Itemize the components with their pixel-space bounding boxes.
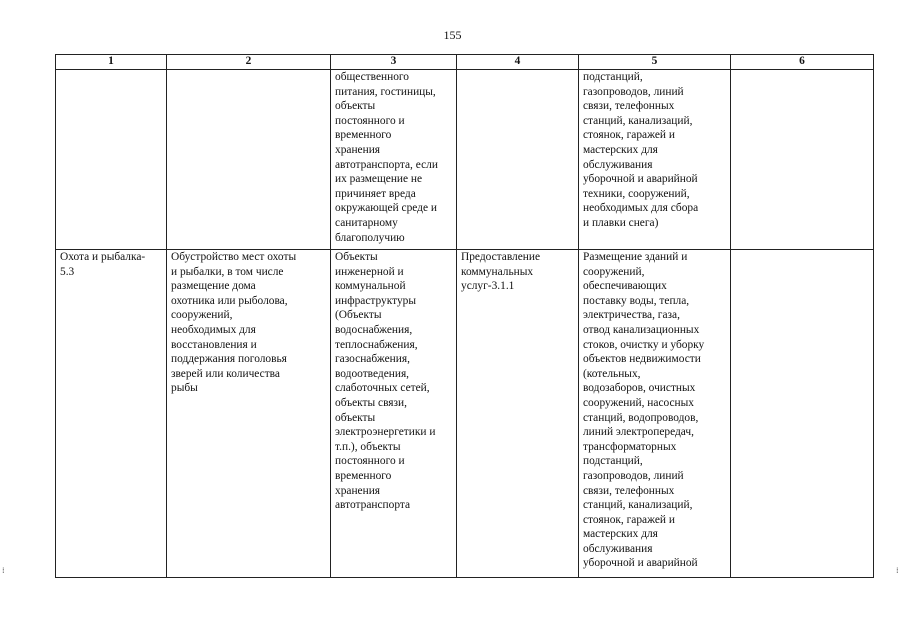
page-number: 155 <box>443 28 462 42</box>
table-cell: подстанций, газопроводов, линий связи, телефонных станций, канализаций, стоянок, гаражей и мастерских для обслуживания уборочной и аварийной техники, сооружений, необходимых для сбора и плавки снега) <box>579 70 731 250</box>
table-cell: общественного питания, гостиницы, объекты постоянного и временного хранения автотранспорта, если их размещение не причиняет вреда окружающей среде и санитарному благополучию <box>331 70 457 250</box>
table-cell: Охота и рыбалка- 5.3 <box>56 250 167 578</box>
table-cell: Обустройство мест охоты и рыбалки, в том числе размещение дома охотника или рыболова, сооружений, необходимых для восстановления и поддержания поголовья зверей или количества рыбы <box>167 250 331 578</box>
column-header-5: 5 <box>579 55 731 70</box>
table-cell <box>56 70 167 250</box>
table-cell <box>167 70 331 250</box>
column-header-4: 4 <box>457 55 579 70</box>
right-margin-mark: ⁞ <box>896 566 899 575</box>
table-cell <box>731 250 874 578</box>
table-cell <box>457 70 579 250</box>
column-header-1: 1 <box>56 55 167 70</box>
header-row <box>56 55 874 70</box>
column-header-6: 6 <box>731 55 874 70</box>
table-cell <box>731 70 874 250</box>
table-row <box>56 70 874 250</box>
land-use-table <box>55 54 874 578</box>
column-header-2: 2 <box>167 55 331 70</box>
column-header-3: 3 <box>331 55 457 70</box>
table-cell: Размещение зданий и сооружений, обеспечивающих поставку воды, тепла, электричества, газа, отвод канализационных стоков, очистку и уборку объектов недвижимости (котельных, водозаборов, очистных сооружений, насосных станций, водопроводов, линий электропередач, трансформаторных подстанций, газопроводов, линий связи, телефонных станций, канализаций, стоянок, гаражей и мастерских для обслуживания уборочной и аварийной <box>579 250 731 578</box>
left-margin-mark: ⁞ <box>2 566 5 575</box>
table-cell: Предоставление коммунальных услуг-3.1.1 <box>457 250 579 578</box>
table-row <box>56 250 874 578</box>
table-cell: Объекты инженерной и коммунальной инфраструктуры (Объекты водоснабжения, теплоснабжения, газоснабжения, водоотведения, слаботочных сетей, объекты связи, объекты электроэнергетики и т.п.), объекты постоянного и временного хранения автотранспорта <box>331 250 457 578</box>
